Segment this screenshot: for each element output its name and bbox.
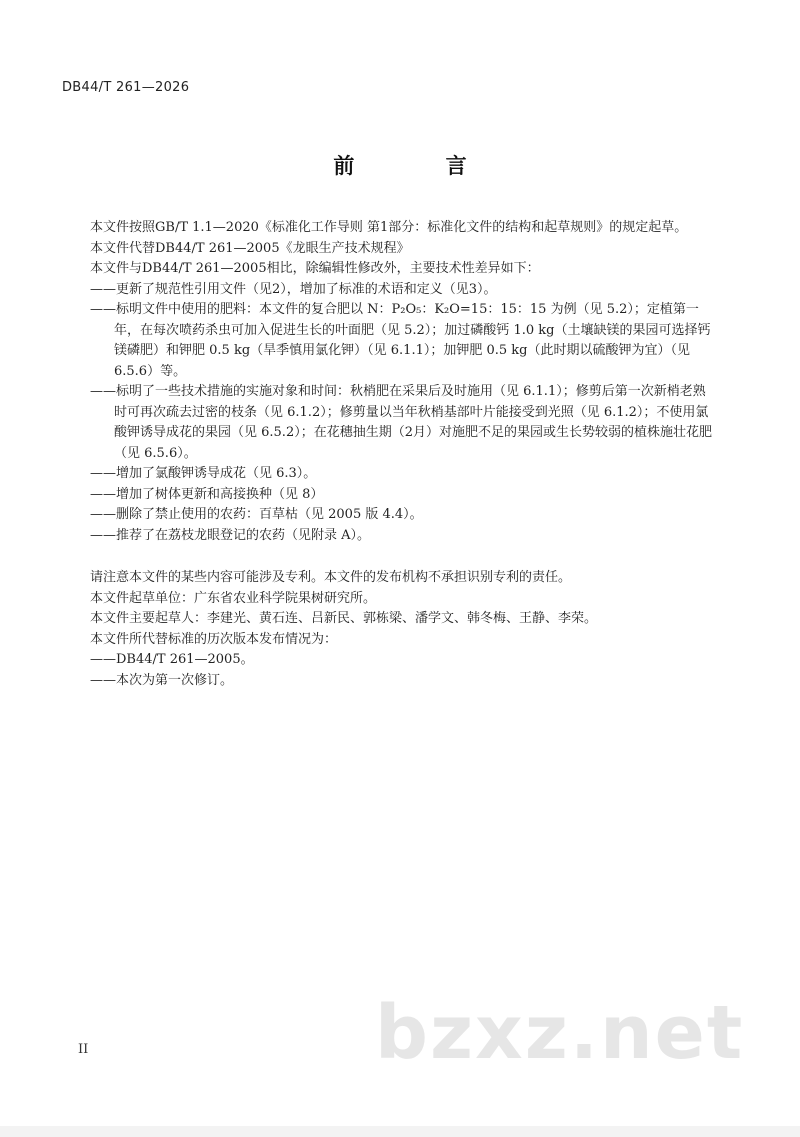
- list-item: ——本次为第一次修订。: [90, 672, 234, 688]
- paragraph: 本文件主要起草人：李建光、黄石连、吕新民、郭栋梁、潘学文、韩冬梅、王静、李荣。: [90, 611, 598, 626]
- list-item: ——更新了规范性引用文件（见2），增加了标准的术语和定义（见3）。: [90, 281, 497, 297]
- watermark: bzxz.net: [375, 990, 745, 1076]
- list-item: ——增加了氯酸钾诱导成花（见 6.3）。: [90, 466, 317, 481]
- paragraph: 本文件按照GB/T 1.1—2020《标准化工作导则 第1部分：标准化文件的结构和起草规则》的规定起草。: [90, 220, 688, 235]
- list-item: ——推荐了在荔枝龙眼登记的农药（见附录 A）。: [90, 527, 371, 543]
- list-item: ——删除了禁止使用的农药：百草枯（见 2005 版 4.4）。: [90, 507, 423, 522]
- paragraph-gap: [62, 546, 712, 568]
- paragraph: 本文件与DB44/T 261—2005相比，除编辑性修改外，主要技术性差异如下：: [90, 261, 540, 276]
- page-bottom-edge: [0, 1126, 800, 1137]
- paragraph: 本文件起草单位：广东省农业科学院果树研究所。: [90, 590, 377, 606]
- paragraph: 本文件代替DB44/T 261—2005《龙眼生产技术规程》: [90, 240, 410, 256]
- paragraph: 请注意本文件的某些内容可能涉及专利。本文件的发布机构不承担识别专利的责任。: [90, 570, 572, 585]
- document-code: DB44/T 261—2026: [62, 80, 190, 95]
- list-item: ——标明了一些技术措施的实施对象和时间：秋梢肥在采果后及时施用（见 6.1.1）；修剪后第一次新梢老熟时可再次疏去过密的枝条（见 6.1.2）；修剪量以当年秋梢基部叶片能接受到光照（见 6.1.2）；不使用氯酸钾诱导成花的果园（见 6.5.2）；在花穗抽生期（2月）对施肥不足的果园或生长势较弱的植株施壮花肥（见 6.5.6）。: [90, 384, 712, 461]
- section-title: 前 言: [333, 154, 509, 178]
- list-item: ——标明文件中使用的肥料：本文件的复合肥以 N：P₂O₅：K₂O=15：15：15 为例（见 5.2）；定植第一年，在每次喷药杀虫可加入促进生长的叶面肥（见 5.2）；加过磷酸钙 1.0 kg（土壤缺镁的果园可选择钙镁磷肥）和钾肥 0.5 kg（旱季慎用氯化钾）（见 6.1.1）；加钾肥 0.5 kg（此时期以硫酸钾为宜）（见 6.5.6）等。: [90, 302, 711, 379]
- list-item: ——DB44/T 261—2005。: [90, 652, 254, 667]
- list-item: ——增加了树体更新和高接换种（见 8）: [90, 486, 324, 502]
- foreword-body: [62, 218, 712, 691]
- page-number: II: [78, 1042, 89, 1057]
- paragraph: 本文件所代替标准的历次版本发布情况为：: [90, 631, 338, 647]
